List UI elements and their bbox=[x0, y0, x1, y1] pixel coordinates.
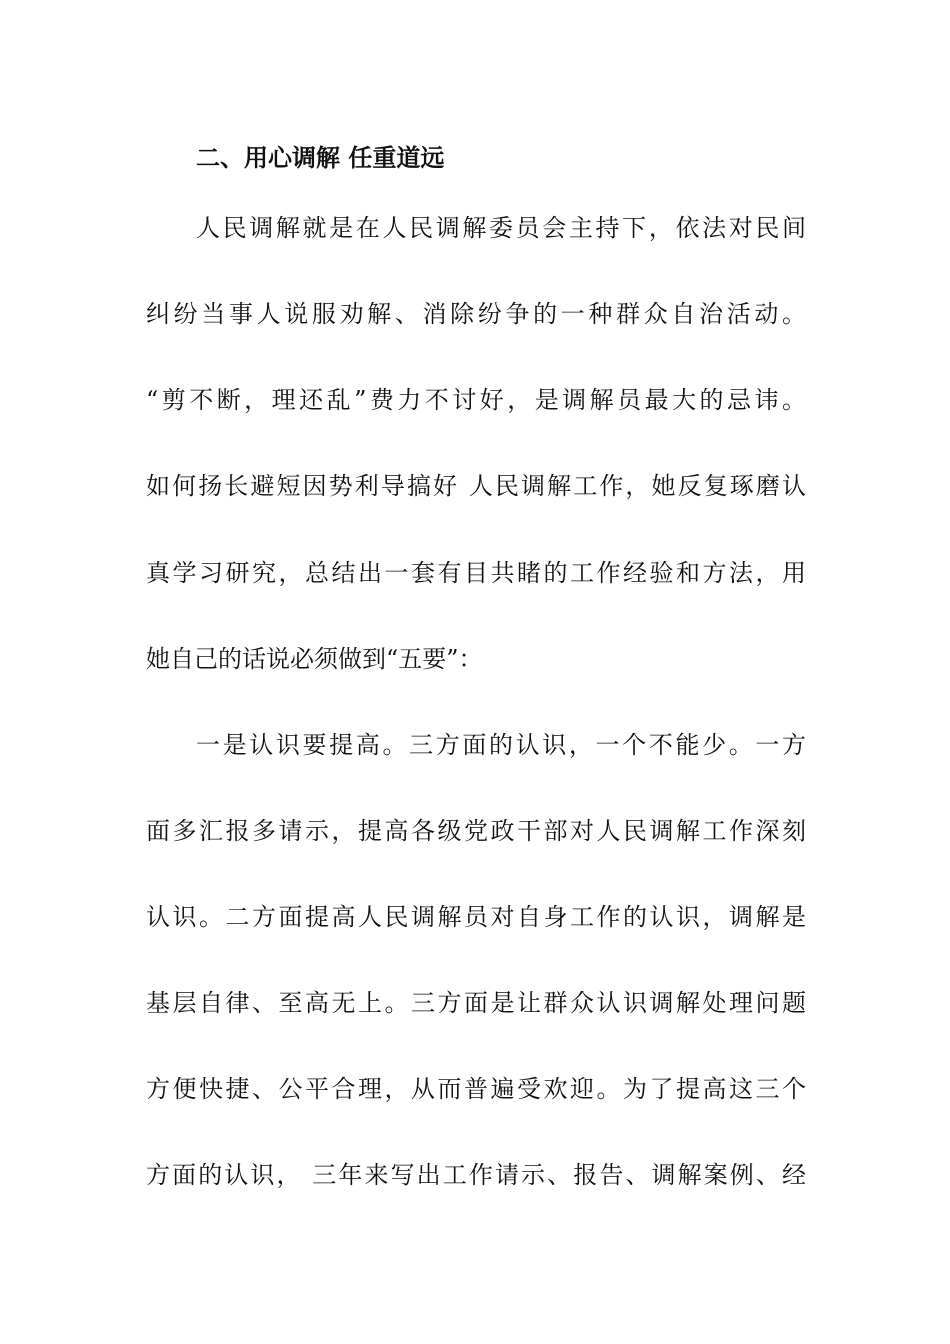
section-heading: 二、用心调解 任重道远 bbox=[196, 144, 445, 172]
paragraph-line: 面多汇报多请示，提高各级党政干部对人民调解工作深刻 bbox=[146, 817, 806, 845]
paragraph-line: 如何扬长避短因势利导搞好 人民调解工作，她反复琢磨认 bbox=[146, 472, 806, 500]
paragraph-line: “剪不断，理还乱”费力不讨好，是调解员最大的忌讳。 bbox=[146, 386, 806, 414]
paragraph-line: 纠纷当事人说服劝解、消除纷争的一种群众自治活动。 bbox=[146, 300, 806, 328]
paragraph-line: 人民调解就是在人民调解委员会主持下，依法对民间 bbox=[196, 214, 806, 242]
paragraph-line: 一是认识要提高。三方面的认识，一个不能少。一方 bbox=[196, 731, 806, 759]
paragraph-line: 她自己的话说必须做到“五要”： bbox=[146, 645, 483, 673]
paragraph-line: 真学习研究，总结出一套有目共睹的工作经验和方法，用 bbox=[146, 559, 806, 587]
paragraph-line: 方便快捷、公平合理，从而普遍受欢迎。为了提高这三个 bbox=[146, 1075, 806, 1103]
paragraph-line: 认识。二方面提高人民调解员对自身工作的认识，调解是 bbox=[146, 903, 806, 931]
paragraph-line: 方面的认识， 三年来写出工作请示、报告、调解案例、经 bbox=[146, 1161, 806, 1189]
paragraph-line: 基层自律、至高无上。三方面是让群众认识调解处理问题 bbox=[146, 989, 806, 1017]
